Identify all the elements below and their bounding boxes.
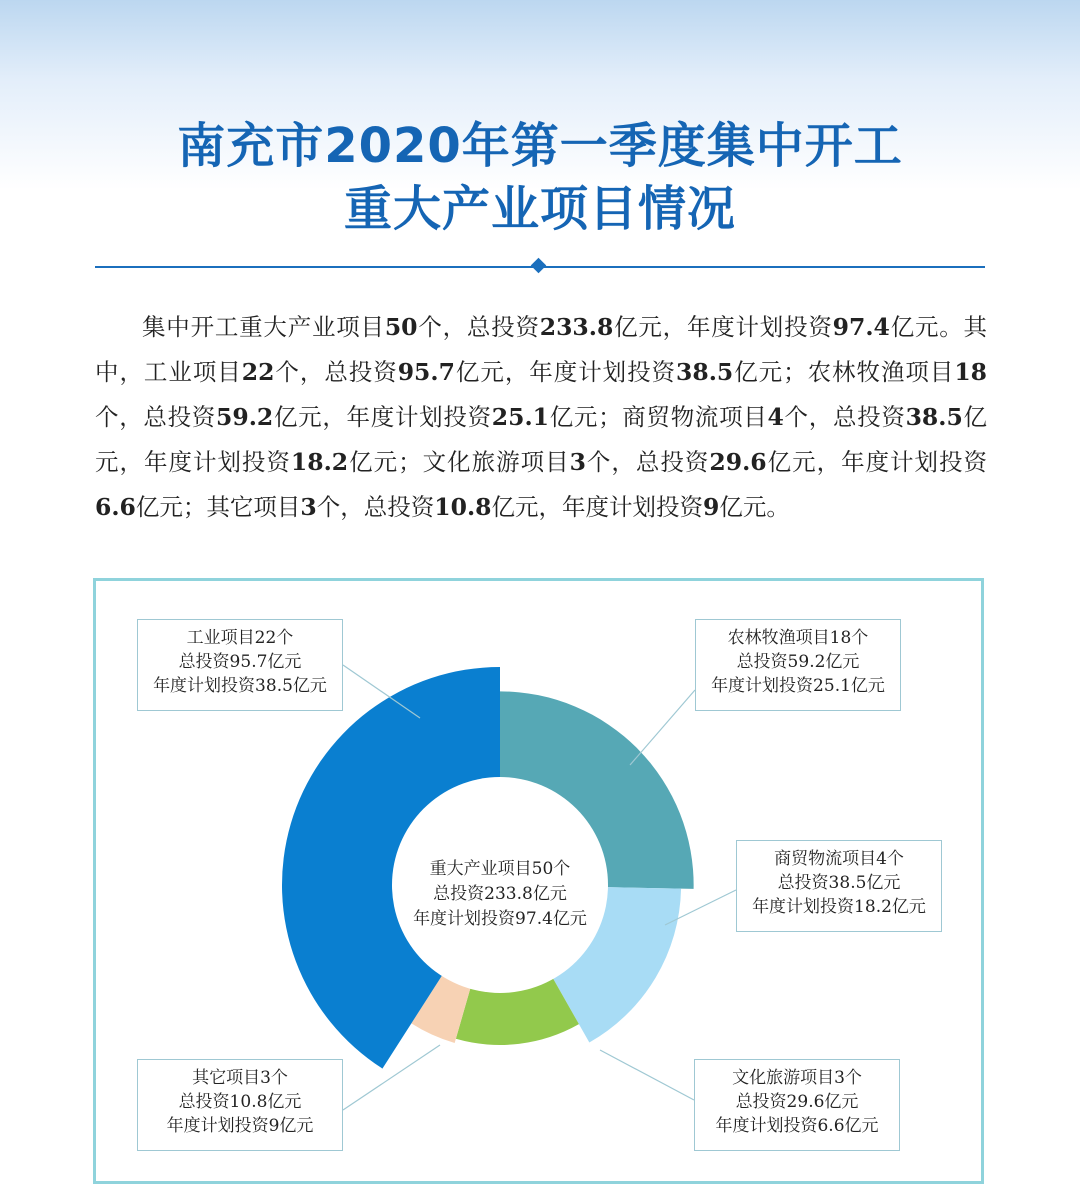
callout-agriculture	[695, 619, 901, 711]
callout-culture	[694, 1059, 900, 1151]
callout-culture-count: 文化旅游项目3个	[732, 1068, 862, 1088]
center-total-investment: 总投资233.8亿元	[433, 884, 567, 904]
callout-agriculture-annual: 年度计划投资25.1亿元	[711, 676, 885, 696]
leader-other	[343, 1045, 440, 1110]
center-annual-investment: 年度计划投资97.4亿元	[413, 909, 587, 929]
callout-other-investment: 总投资10.8亿元	[178, 1092, 302, 1112]
callout-commerce-count: 商贸物流项目4个	[774, 849, 904, 869]
center-total-projects: 重大产业项目50个	[429, 859, 571, 879]
callout-commerce	[736, 840, 942, 932]
intro-paragraph: 集中开工重大产业项目50个，总投资233.8亿元，年度计划投资97.4亿元。其中，工业项目22个，总投资95.7亿元，年度计划投资38.5亿元；农林牧渔项目18个，总投资59.2亿元，年度计划投资25.1亿元；商贸物流项目4个，总投资38.5亿元，年度计划投资18.2亿元；文化旅游项目3个，总投资29.6亿元，年度计划投资6.6亿元；其它项目3个，总投资10.8亿元，年度计划投资9亿元。	[95, 313, 988, 521]
callout-industrial-annual: 年度计划投资38.5亿元	[153, 676, 327, 696]
page-title-line2: 重大产业项目情况	[343, 181, 736, 237]
page-title-line1: 南充市2020年第一季度集中开工	[177, 118, 903, 174]
callout-agriculture-investment: 总投资59.2亿元	[736, 652, 860, 672]
callout-commerce-annual: 年度计划投资18.2亿元	[752, 897, 926, 917]
callout-other-annual: 年度计划投资9亿元	[166, 1116, 314, 1136]
callout-industrial-count: 工业项目22个	[186, 628, 294, 648]
callout-industrial-investment: 总投资95.7亿元	[178, 652, 302, 672]
leader-agriculture	[630, 690, 695, 765]
leader-culture	[600, 1050, 694, 1100]
callout-culture-annual: 年度计划投资6.6亿元	[715, 1116, 879, 1136]
callout-culture-investment: 总投资29.6亿元	[735, 1092, 859, 1112]
callout-other-count: 其它项目3个	[192, 1068, 288, 1088]
callout-commerce-investment: 总投资38.5亿元	[777, 873, 901, 893]
chart-center-label	[395, 857, 605, 932]
callout-industrial	[137, 619, 343, 711]
callout-other	[137, 1059, 343, 1151]
callout-agriculture-count: 农林牧渔项目18个	[727, 628, 869, 648]
